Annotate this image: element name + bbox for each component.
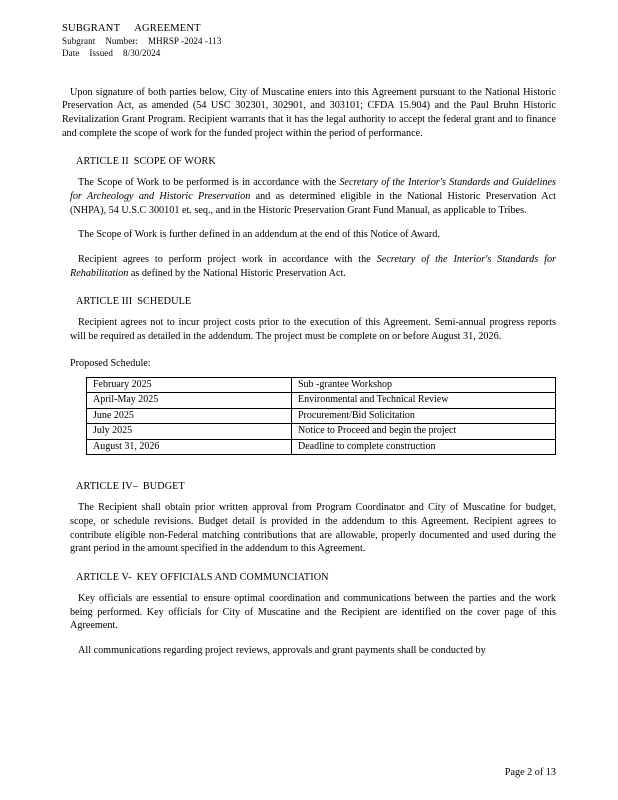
title-part1: SUBGRANT	[62, 23, 121, 34]
schedule-activity: Deadline to complete construction	[292, 439, 556, 455]
article-3-heading	[76, 296, 556, 307]
subgrant-number-line	[62, 36, 556, 47]
schedule-activity: Environmental and Technical Review	[292, 393, 556, 409]
table-row	[87, 377, 556, 393]
article-5-dash: -	[128, 571, 132, 583]
subgrant-label: Subgrant	[62, 36, 96, 47]
scope-standards-paragraph	[70, 176, 556, 217]
scope-rehabilitation-paragraph	[70, 253, 556, 280]
article-5-number: ARTICLE V	[76, 571, 129, 583]
date-issued-value: 8/30/2024	[123, 48, 161, 59]
article-2-title: SCOPE OF WORK	[133, 156, 216, 168]
scope-addendum-paragraph	[70, 228, 556, 242]
scope-standards-post: and as determined eligible in the National Historic Preservation Act (NHPA), 54 U.S.C 300101 et. seq., and in the Historic Preservation Grant Fund Manual, as applicable to Tribes.	[70, 190, 556, 216]
intro-paragraph: Upon signature of both parties below, City of Muscatine enters into this Agreement pursuant to the National Historic Preservation Act, as amended (54 USC 302301, 302901, and 303101; CFDA 15.904) and the Paul Bruhn Historic Revitalization Grant Program. Recipient warrants that it has the legal authority to accept the federal grant and to finance and complete the scope of work for the funded project within the period of performance.	[62, 86, 556, 139]
article-2-number: ARTICLE II	[76, 156, 129, 168]
schedule-activity: Notice to Proceed and begin the project	[292, 424, 556, 440]
scope-standards-pre: The Scope of Work to be performed is in accordance with the	[78, 177, 340, 189]
date-label: Date	[62, 48, 80, 59]
schedule-period: June 2025	[87, 408, 292, 424]
article-4-dash: –	[132, 481, 138, 493]
scope-rehab-italic: Secretary of the Interior's Standards for Rehabilitation	[70, 254, 557, 279]
schedule-period: July 2025	[87, 424, 292, 440]
article-3-title: SCHEDULE	[137, 296, 192, 308]
schedule-period: August 31, 2026	[87, 439, 292, 455]
communications-paragraph: All communications regarding project reviews, approvals and grant payments shall be conducted by	[78, 644, 486, 656]
schedule-activity: Procurement/Bid Solicitation	[292, 408, 556, 424]
subgrant-number-value: MHRSP -2024 -113	[148, 36, 222, 47]
proposed-schedule-table	[86, 377, 556, 456]
scope-addendum-text: The Scope of Work is further defined in an addendum at the end of this Notice of Award.	[78, 229, 440, 241]
schedule-period: February 2025	[87, 377, 292, 393]
article-5-heading	[76, 572, 556, 583]
schedule-activity: Sub -grantee Workshop	[292, 377, 556, 393]
table-row	[87, 393, 556, 409]
article-3-number: ARTICLE III	[76, 296, 133, 308]
document-header	[62, 22, 556, 60]
schedule-costs-paragraph	[70, 316, 556, 343]
date-issued-line	[62, 48, 556, 59]
schedule-costs-text: Recipient agrees not to incur project costs prior to the execution of this Agreement. Semi-annual progress reports will be required as detailed in the addendum. The project must be complete on or before August 31, 2026.	[70, 317, 556, 343]
schedule-period: April-May 2025	[87, 393, 292, 409]
scope-rehab-pre: Recipient agrees to perform project work in accordance with the	[78, 254, 377, 265]
table-row	[87, 439, 556, 455]
table-row	[87, 408, 556, 424]
article-5-title: KEY OFFICIALS AND COMMUNCIATION	[136, 571, 329, 583]
article-4-heading	[76, 481, 556, 492]
article-4-number: ARTICLE IV	[76, 481, 133, 493]
key-officials-paragraph: Key officials are essential to ensure optimal coordination and communications between the parties and the work being performed. Key officials for City of Muscatine and the Recipient are identified on the cover page of this Agreement.	[70, 592, 556, 632]
proposed-schedule-label: Proposed Schedule:	[70, 357, 151, 369]
number-label: Number:	[105, 36, 139, 47]
scope-standards-italic: Secretary of the Interior's Standards and Guidelines for Archeology and Historic Preservation	[70, 177, 556, 202]
article-4-title: BUDGET	[142, 481, 185, 493]
page-number-footer: Page 2 of 13	[504, 767, 556, 778]
budget-paragraph: The Recipient shall obtain prior written approval from Program Coordinator and City of Muscatine for budget, scope, or schedule revisions. Budget detail is provided in the addendum to this Agreement. Recipient agrees to contribute eligible non-Federal matching contributions that are allowable, properly documented and used during the grant period in the amount specified in the addendum to this Agreement.	[70, 502, 556, 555]
title-part2: AGREEMENT	[134, 23, 201, 34]
article-2-heading	[76, 156, 556, 167]
table-row	[87, 424, 556, 440]
document-body	[62, 86, 556, 658]
document-title	[62, 22, 556, 35]
scope-rehab-post: as defined by the National Historic Preservation Act.	[128, 267, 346, 279]
issued-label: Issued	[89, 48, 113, 59]
